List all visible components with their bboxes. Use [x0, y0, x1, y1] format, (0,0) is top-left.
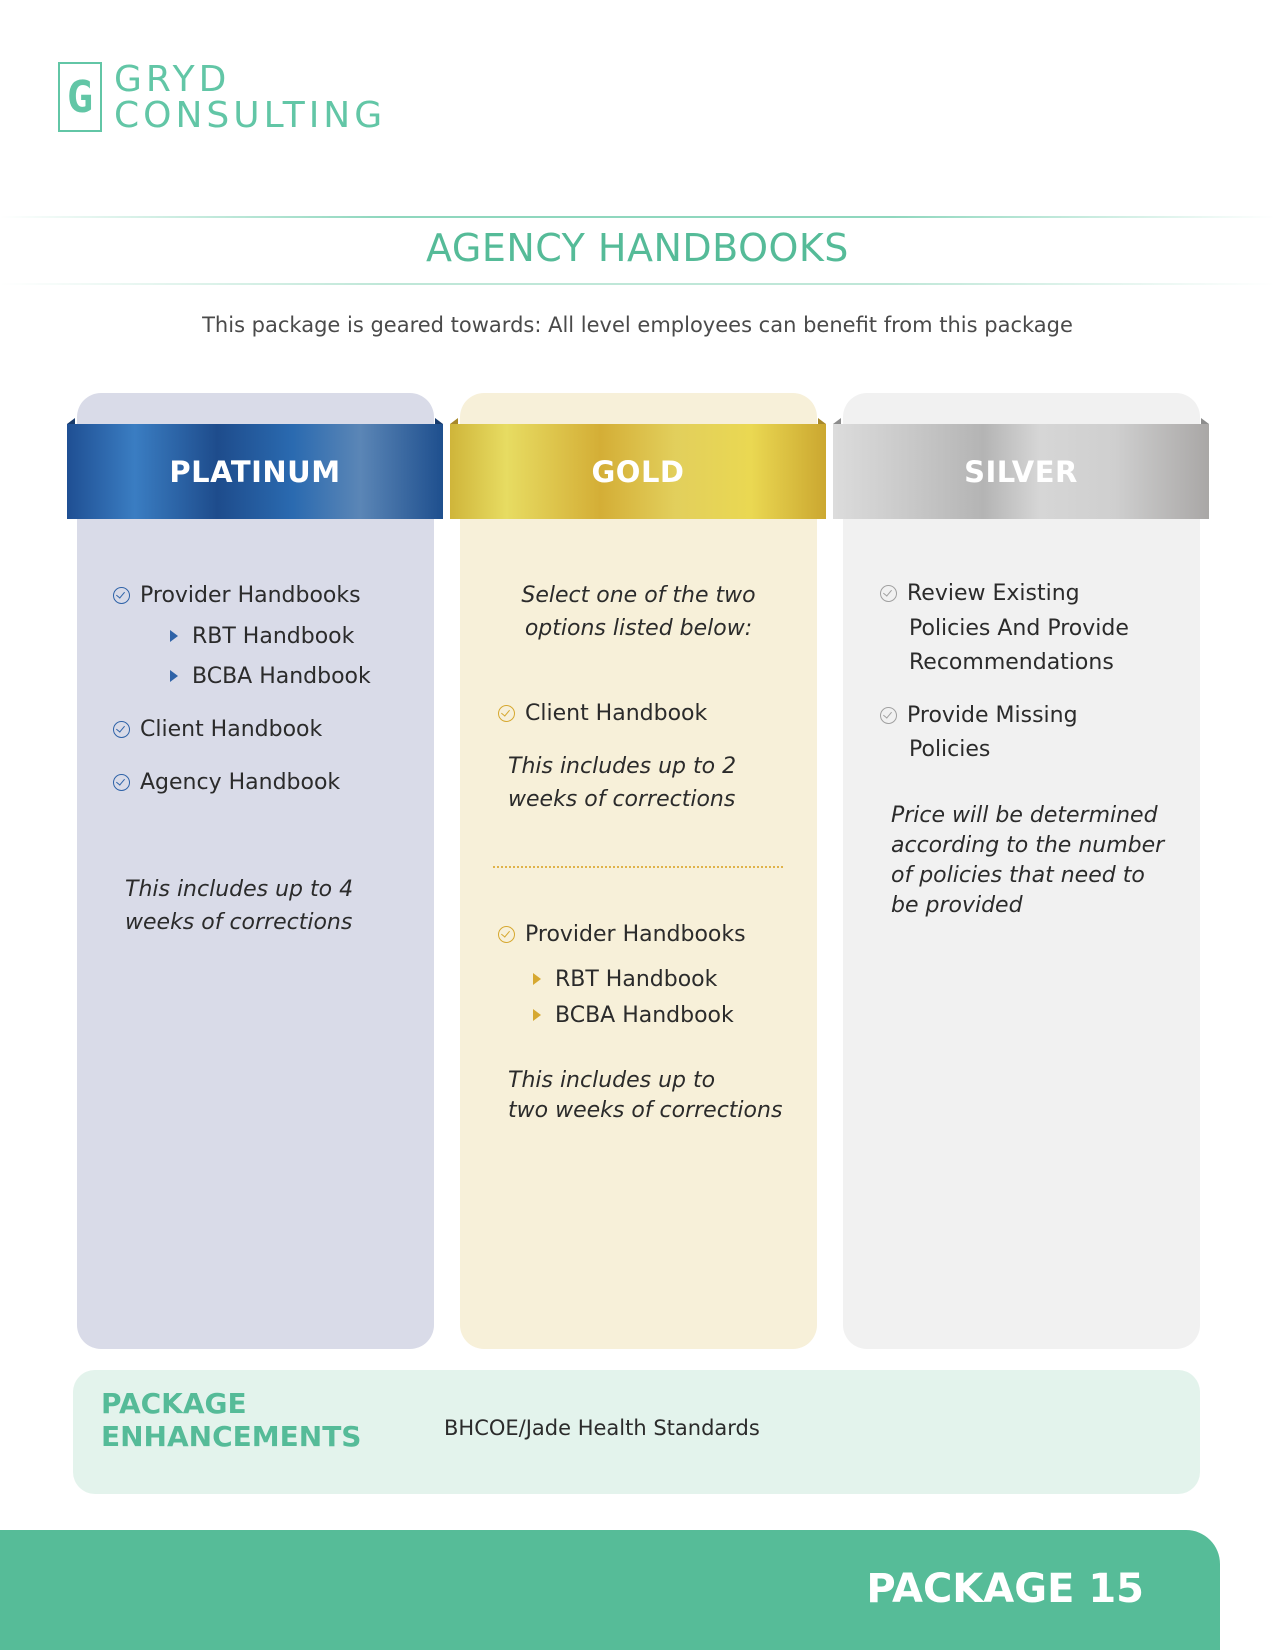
platinum-item: Agency Handbook	[113, 766, 340, 800]
gold-intro: Select one of the two options listed below:	[521, 583, 756, 641]
package-number: PACKAGE 15	[866, 1566, 1144, 1612]
check-circle-icon	[498, 926, 515, 943]
check-circle-icon	[113, 721, 130, 738]
logo-mark: G	[58, 62, 102, 132]
gold-subitem: BCBA Handbook	[533, 999, 734, 1033]
check-circle-icon	[498, 705, 515, 722]
platinum-note: This includes up to 4 weeks of corrections	[125, 877, 354, 935]
gold-column	[460, 393, 817, 1349]
silver-item-review-cont: Recommendations	[909, 650, 1114, 675]
triangle-bullet-icon	[533, 973, 541, 985]
package-audience: This package is geared towards: All level employees can benefit from this package	[202, 313, 1073, 337]
enhancements-label: PACKAGE ENHANCEMENTS	[101, 1387, 362, 1453]
platinum-column	[77, 393, 434, 1349]
triangle-bullet-icon	[170, 630, 178, 642]
check-circle-icon	[880, 707, 897, 724]
check-circle-icon	[880, 585, 897, 602]
silver-item-missing-cont: Policies	[909, 737, 991, 762]
logo-line-2: CONSULTING	[114, 95, 387, 136]
logo-line-1: GRYD	[114, 59, 231, 100]
platinum-item: Provider Handbooks	[113, 579, 361, 613]
platinum-subitem: RBT Handbook	[170, 620, 354, 654]
platinum-subitem: BCBA Handbook	[170, 660, 371, 694]
silver-item-missing: Provide Missing	[880, 699, 1078, 733]
enhancements-value: BHCOE/Jade Health Standards	[444, 1416, 760, 1440]
silver-item-review-cont: Policies And Provide	[909, 616, 1129, 641]
title-top-rule	[0, 216, 1275, 218]
gold-note-1: This includes up to 2 weeks of corrections	[508, 754, 737, 812]
page-title: AGENCY HANDBOOKS	[426, 226, 849, 270]
gold-option-provider: Provider Handbooks	[498, 918, 746, 952]
silver-note: Price will be determined according to the number of policies that need to be provided	[891, 803, 1165, 918]
option-divider	[493, 866, 783, 868]
silver-item-review: Review Existing	[880, 577, 1080, 611]
gold-note-2: This includes up to two weeks of corrections	[508, 1068, 783, 1123]
silver-header: SILVER	[833, 424, 1209, 519]
logo-wordmark	[114, 59, 387, 136]
title-bottom-rule	[0, 283, 1275, 285]
check-circle-icon	[113, 587, 130, 604]
gryd-consulting-logo	[58, 59, 418, 138]
triangle-bullet-icon	[533, 1009, 541, 1021]
gold-header: GOLD	[450, 424, 826, 519]
platinum-item: Client Handbook	[113, 713, 322, 747]
gold-option-client: Client Handbook	[498, 697, 707, 731]
platinum-header: PLATINUM	[67, 424, 443, 519]
gold-subitem: RBT Handbook	[533, 963, 717, 997]
check-circle-icon	[113, 774, 130, 791]
triangle-bullet-icon	[170, 670, 178, 682]
